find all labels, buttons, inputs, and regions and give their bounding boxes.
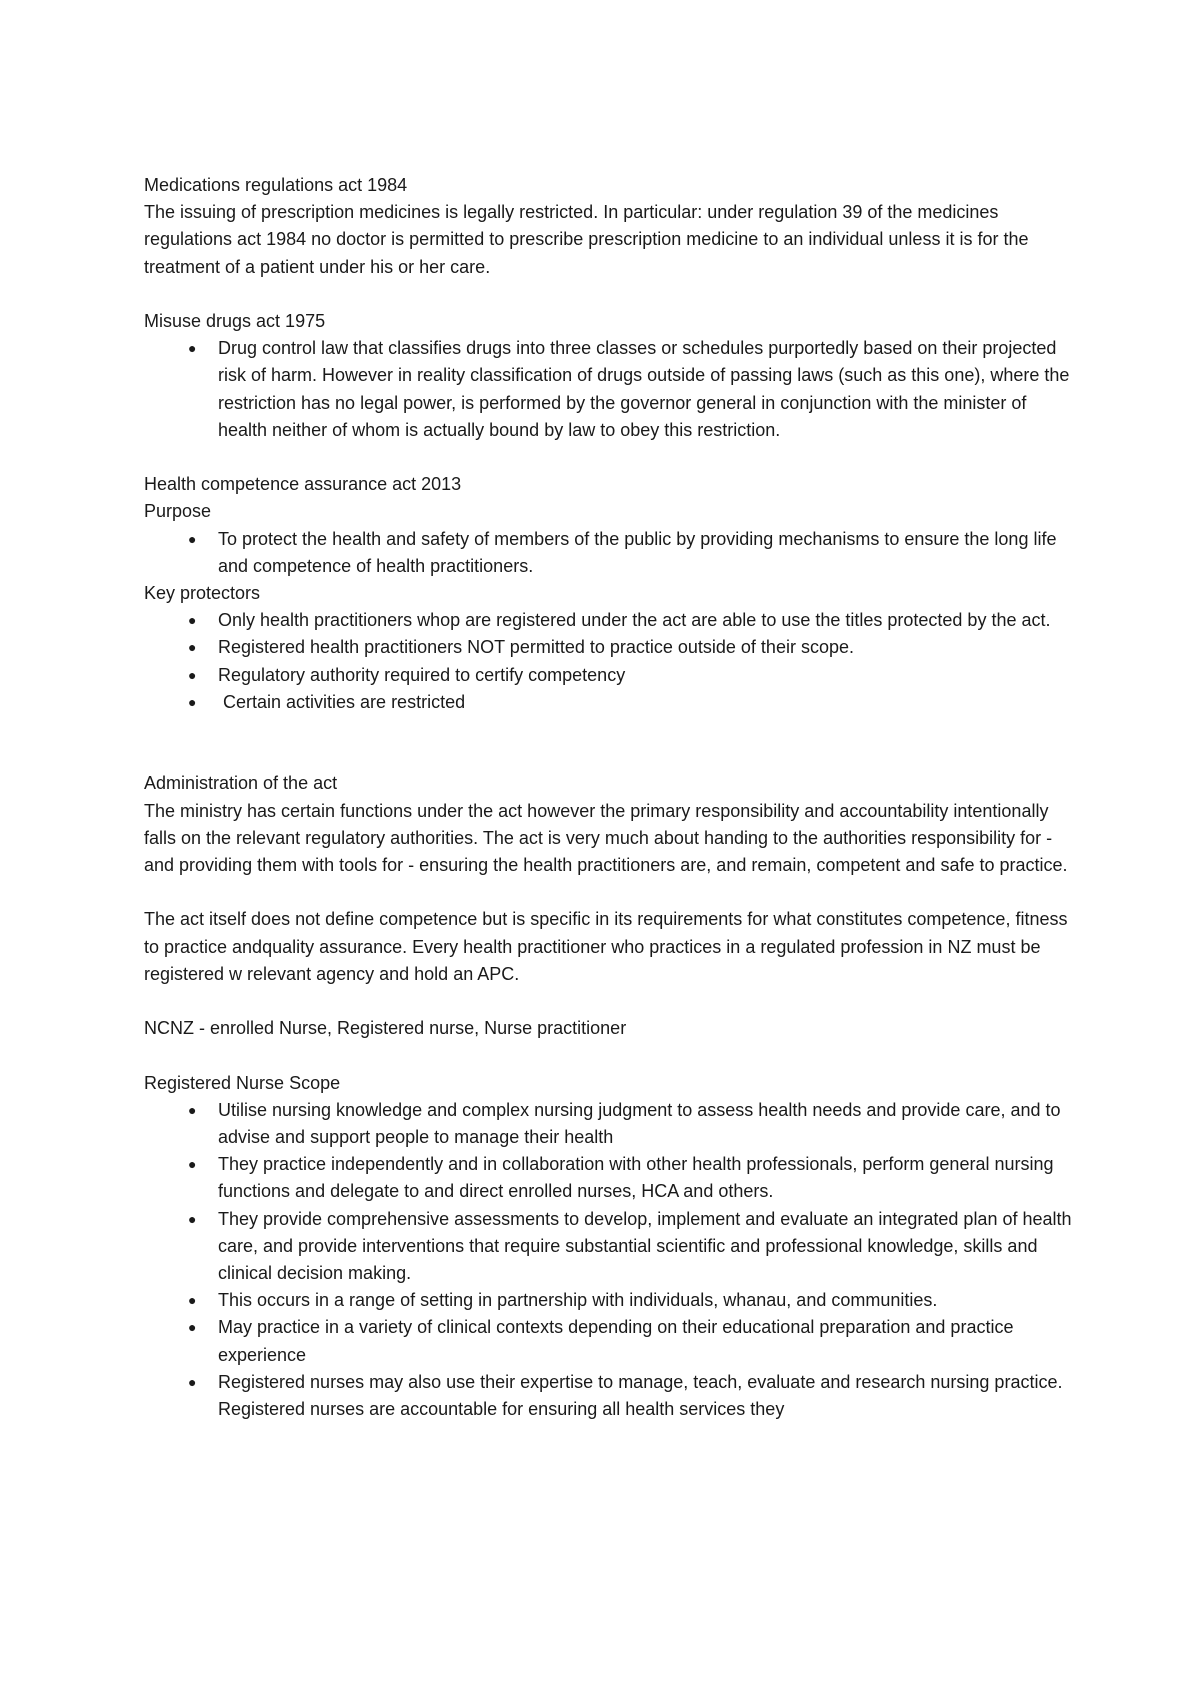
misuse-bullet-list [144,335,1074,444]
paragraph-medications: The issuing of prescription medicines is legally restricted. In particular: under regulation 39 of the medicines regulations act 1984 no doctor is permitted to prescribe prescription medicine to an individual unless it is for the treatment of a patient under his or her care. [144,202,1029,277]
list-item: ● This occurs in a range of setting in partnership with individuals, whanau, and communities. [144,1287,1074,1314]
list-item: ● Registered health practitioners NOT permitted to practice outside of their scope. [144,634,1074,661]
list-item: ● Drug control law that classifies drugs into three classes or schedules purportedly based on their projected risk of harm. However in reality classification of drugs outside of passing laws (such as this one), where the restriction has no legal power, is performed by the governor general in conjunction with the minister of health neither of whom is actually bound by law to obey this restriction. [144,335,1074,444]
label-purpose: Purpose [144,501,212,522]
bullet-icon: ● [188,1210,197,1227]
paragraph-administration-2: The act itself does not define competence but is specific in its requirements for what constitutes competence, fitness to practice andquality assurance. Every health practitioner who practices in a regulated profession in NZ must be registered w relevant agency and hold an APC. [144,909,1068,984]
list-item: ● To protect the health and safety of members of the public by providing mechanisms to ensure the long life and competence of health practitioners. [144,526,1074,580]
heading-administration: Administration of the act [144,773,338,794]
heading-rn-scope: Registered Nurse Scope [144,1072,341,1093]
bullet-icon: ● [188,340,197,357]
heading-medications-act: Medications regulations act 1984 [144,175,408,195]
bullet-icon: ● [188,1373,197,1390]
list-item: ● They provide comprehensive assessments to develop, implement and evaluate an integrated plan of health care, and provide interventions that require substantial scientific and professional knowledge, skills and clinical decision making. [144,1206,1074,1288]
bullet-icon: ● [188,1101,197,1118]
list-item: ● Utilise nursing knowledge and complex nursing judgment to assess health needs and provide care, and to advise and support people to manage their health [144,1097,1074,1151]
heading-hcaa: Health competence assurance act 2013 [144,474,462,495]
list-item: ● Regulatory authority required to certify competency [144,662,1074,689]
bullet-icon: ● [188,1292,197,1309]
rn-scope-bullet-list [144,1097,1074,1423]
bullet-icon: ● [188,693,197,710]
list-item: ● Only health practitioners whop are registered under the act are able to use the titles protected by the act. [144,607,1074,634]
list-item: ● They practice independently and in collaboration with other health professionals, perform general nursing functions and delegate to and direct enrolled nurses, HCA and others. [144,1151,1074,1205]
purpose-bullet-list [144,526,1074,580]
paragraph-administration-1: The ministry has certain functions under the act however the primary responsibility and accountability intentionally falls on the relevant regulatory authorities. The act is very much about handing to the authorities responsibility for - and providing them with tools for - ensuring the health practitioners are, and remain, competent and safe to practice. [144,800,1068,876]
list-item: ● Certain activities are restricted [144,689,1074,716]
bullet-icon: ● [188,530,197,547]
bullet-icon: ● [188,612,197,629]
bullet-icon: ● [188,639,197,656]
bullet-icon: ● [188,1156,197,1173]
list-item: ● Registered nurses may also use their expertise to manage, teach, evaluate and research nursing practice. Registered nurses are accountable for ensuring all health services they [144,1369,1074,1423]
key-protectors-bullet-list [144,607,1074,716]
list-item: ● May practice in a variety of clinical contexts depending on their educational preparation and practice experience [144,1314,1074,1368]
line-ncnz: NCNZ - enrolled Nurse, Registered nurse, Nurse practitioner [144,1018,627,1039]
document-page [144,172,1074,1423]
bullet-icon: ● [188,1319,197,1336]
label-key-protectors: Key protectors [144,583,261,604]
heading-misuse-drugs-act: Misuse drugs act 1975 [144,311,326,331]
bullet-icon: ● [188,666,197,683]
